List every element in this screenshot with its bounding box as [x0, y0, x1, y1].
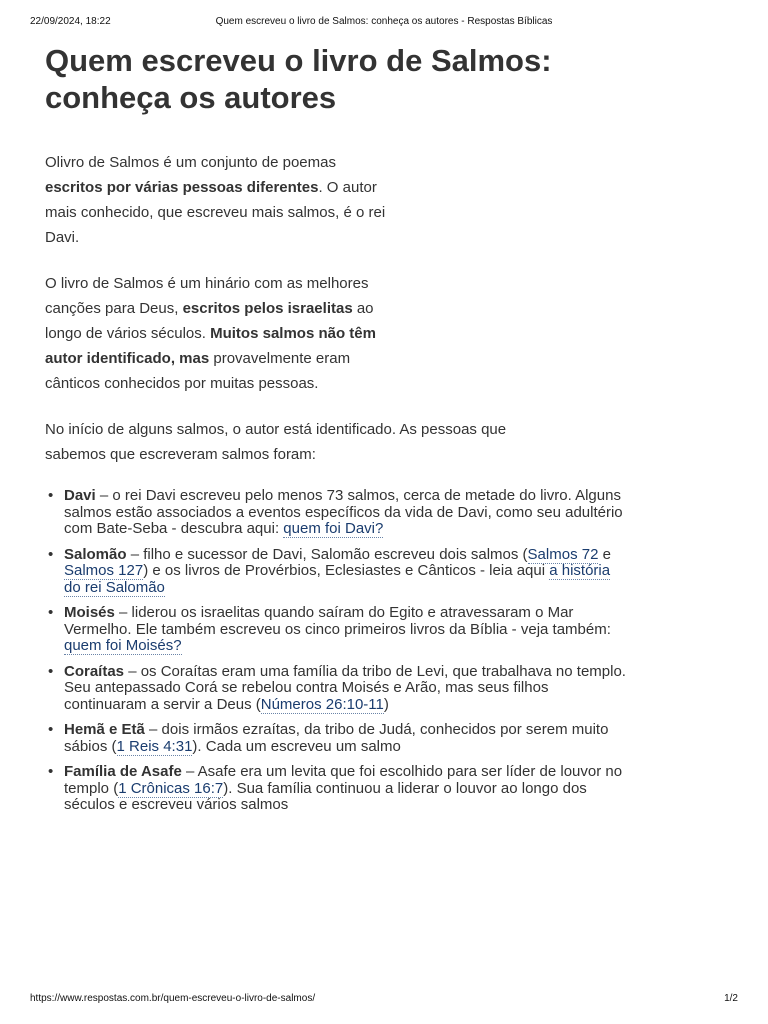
link-1-reis[interactable]: 1 Reis 4:31	[116, 737, 193, 755]
link-quem-foi-davi[interactable]: quem foi Davi?	[283, 520, 384, 537]
text: . O autor mais conhecido, que escreveu mais salmos, é o rei Davi.	[45, 179, 386, 246]
link-numeros[interactable]: Números 26:10-11	[260, 695, 384, 713]
list-item	[45, 488, 630, 538]
article	[45, 42, 645, 823]
bold-text: escritos pelos israelitas	[182, 300, 353, 317]
author-description: – o rei Davi escreveu pelo menos 73 salmos, cerca de metade do livro. Alguns salmos estão associados a eventos específicos da vida de Davi, como seu adultério com Bate-Seba - descubra aqui:	[64, 487, 623, 537]
print-header	[30, 16, 738, 30]
author-description: ). Sua família continuou a liderar o louvor ao longo dos séculos e escreveu vários salmos	[64, 779, 587, 813]
list-item	[45, 605, 630, 655]
article-intro	[45, 150, 645, 467]
author-description: )	[383, 695, 389, 713]
intro-paragraph-3: No início de alguns salmos, o autor está identificado. As pessoas que sabemos que escreveram salmos foram:	[45, 421, 507, 463]
bold-text: Muitos salmos não têm autor identificado, mas	[45, 325, 376, 367]
author-description: e	[598, 545, 611, 563]
text: provavelmente eram cânticos conhecidos por muitas pessoas.	[45, 350, 351, 392]
text: Olivro de Salmos é um conjunto de poemas	[45, 154, 336, 171]
author-description: – os Coraítas eram uma família da tribo de Levi, que trabalhava no templo. Seu antepassado Corá se rebelou contra Moisés e Arão, mas seus filhos continuaram a servir a Deus (	[64, 662, 626, 713]
intro-paragraph-2	[45, 271, 395, 396]
author-description: – Asafe era um levita que foi escolhido para ser líder de louvor no templo (	[64, 763, 623, 797]
bullet: •	[48, 721, 54, 738]
link-historia-salomao[interactable]: a história do rei Salomão	[64, 562, 611, 596]
list-item	[45, 764, 630, 814]
bullet: •	[48, 545, 54, 563]
authors-list	[45, 488, 630, 814]
author-name: Coraítas	[64, 662, 125, 680]
author-description: – filho e sucessor de Davi, Salomão escreveu dois salmos (	[126, 545, 528, 563]
author-name: Hemã e Etã	[64, 721, 145, 738]
print-doc-title: Quem escreveu o livro de Salmos: conheça os autores - Respostas Bíblicas	[215, 16, 553, 27]
author-description: – liderou os israelitas quando saíram do Egito e atravessaram o Mar Vermelho. Ele também escreveu os cinco primeiros livros da Bíblia - veja também:	[64, 604, 611, 638]
bullet: •	[48, 604, 54, 621]
print-footer	[30, 993, 738, 1007]
link-salmos-127[interactable]: Salmos 127	[64, 562, 144, 579]
text: ao longo de vários séculos.	[45, 300, 374, 342]
page-title: Quem escreveu o livro de Salmos: conheça os autores	[45, 43, 552, 115]
intro-paragraph-1	[45, 150, 395, 250]
author-description: ). Cada um escreveu um salmo	[192, 737, 401, 755]
author-description: ) e os livros de Provérbios, Eclesiastes e Cânticos - leia aqui	[143, 562, 550, 579]
list-item	[45, 547, 630, 597]
bold-text: escritos por várias pessoas diferentes	[45, 179, 319, 196]
list-item	[45, 664, 630, 714]
bullet: •	[48, 662, 54, 680]
author-name: Família de Asafe	[64, 763, 182, 780]
link-quem-foi-moises[interactable]: quem foi Moisés?	[64, 637, 182, 654]
link-1-cronicas[interactable]: 1 Crônicas 16:7	[118, 779, 224, 797]
page-number: 1/2	[724, 993, 738, 1004]
author-name: Salomão	[64, 545, 127, 563]
list-item	[45, 722, 630, 755]
text: O livro de Salmos é um hinário com as melhores canções para Deus,	[45, 275, 369, 317]
bullet: •	[48, 487, 54, 504]
author-name: Moisés	[64, 604, 115, 621]
print-url: https://www.respostas.com.br/quem-escreveu-o-livro-de-salmos/	[30, 993, 316, 1004]
link-salmos-72[interactable]: Salmos 72	[527, 545, 599, 563]
author-name: Davi	[64, 487, 96, 504]
print-date: 22/09/2024, 18:22	[30, 16, 111, 27]
author-description: – dois irmãos ezraítas, da tribo de Judá, conhecidos por serem muito sábios (	[64, 721, 609, 755]
bullet: •	[48, 763, 54, 780]
